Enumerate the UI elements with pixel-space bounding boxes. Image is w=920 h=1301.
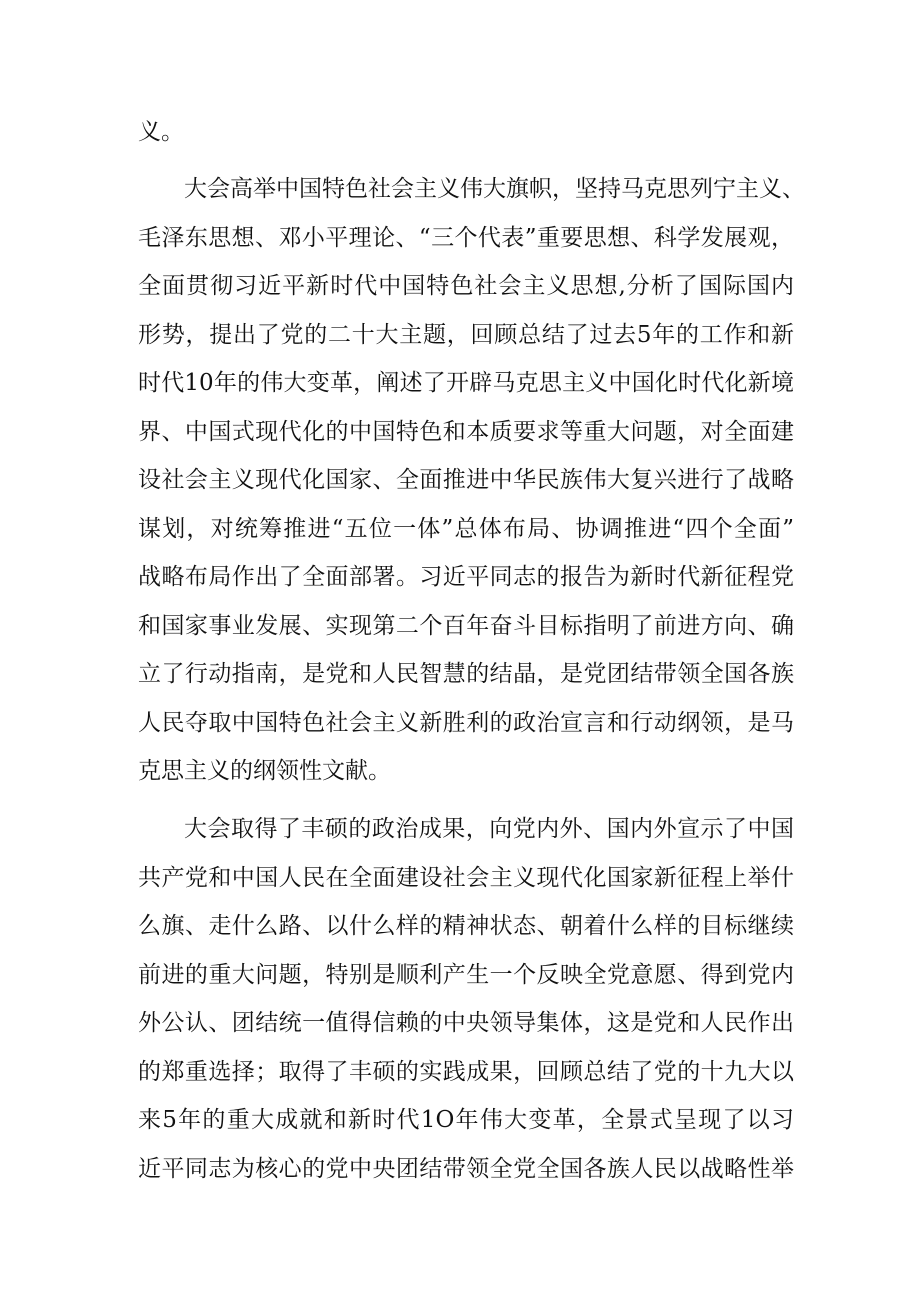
text-line: 共产党和中国人民在全面建设社会主义现代化国家新征程上举什 — [138, 864, 794, 891]
text-line: 时代10年的伟大变革，阐述了开辟马克思主义中国化时代化新境 — [138, 370, 794, 396]
text-line: 近平同志为核心的党中央团结带领全党全国各族人民以战略性举 — [138, 1155, 794, 1182]
text-line: 战略布局作出了全面部署。习近平同志的报告为新时代新征程党 — [138, 564, 794, 590]
text-line: 外公认、团结统一值得信赖的中央领导集体，这是党和人民作出 — [138, 1010, 794, 1036]
text-line: 谋划，对统筹推进“五位一体”总体布局、协调推进“四个全面” — [138, 515, 794, 542]
text-line: 大会高举中国特色社会主义伟大旗帜，坚持马克思列宁主义、 — [184, 176, 805, 202]
paragraph-1 — [138, 165, 805, 796]
text-line: 毛泽东思想、邓小平理论、“三个代表”重要思想、科学发展观， — [138, 224, 794, 251]
text-line: 义。 — [138, 119, 184, 145]
text-line: 来5年的重大成就和新时代1O年伟大变革，全景式呈现了以习 — [138, 1107, 794, 1133]
text-line: 设社会主义现代化国家、全面推进中华民族伟大复兴进行了战略 — [138, 467, 794, 493]
text-line: 的郑重选择；取得了丰硕的实践成果，回顾总结了党的十九大以 — [138, 1058, 794, 1085]
text-line: 全面贯彻习近平新时代中国特色社会主义思想,分析了国际国内 — [138, 273, 794, 299]
paragraph-fragment — [138, 108, 794, 157]
text-line: 界、中国式现代化的中国特色和本质要求等重大问题，对全面建 — [138, 418, 794, 445]
paragraph-2 — [138, 805, 794, 1193]
text-line: 立了行动指南，是党和人民智慧的结晶，是党团结带领全国各族 — [138, 661, 794, 687]
text-line: 和国家事业发展、实现第二个百年奋斗目标指明了前进方向、确 — [138, 612, 794, 639]
text-line: 克思主义的纲领性文献。 — [138, 758, 391, 784]
text-line: 前进的重大问题，特别是顺利产生一个反映全党意愿、得到党内 — [138, 961, 794, 988]
text-line: 形势，提出了党的二十大主题，回顾总结了过去5年的工作和新 — [138, 321, 794, 348]
text-line: 么旗、走什么路、以什么样的精神状态、朝着什么样的目标继续 — [138, 913, 794, 939]
text-line: 人民夺取中国特色社会主义新胜利的政治宣言和行动纲领，是马 — [138, 709, 794, 736]
text-line: 大会取得了丰硕的政治成果，向党内外、国内外宣示了中国 — [184, 816, 794, 842]
